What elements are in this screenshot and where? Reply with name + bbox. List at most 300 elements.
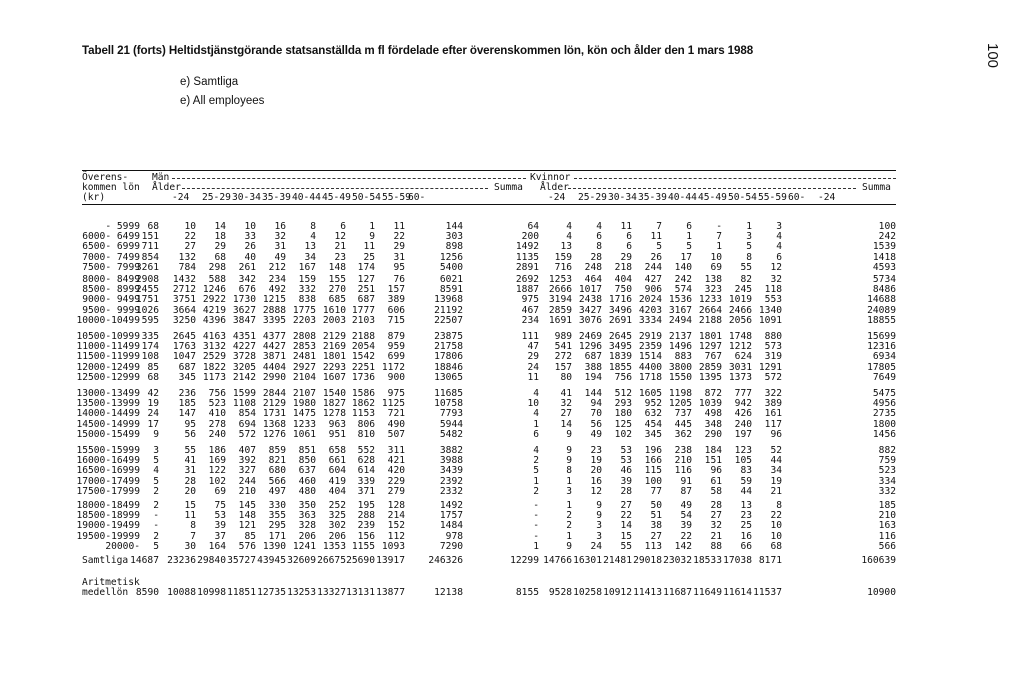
table-cell: 27 <box>650 530 662 542</box>
table-cell: 3 <box>746 231 752 243</box>
table-cell: 715 <box>387 314 405 326</box>
mean-cell: 10258 <box>573 587 602 598</box>
table-cell: 3988 <box>439 455 463 467</box>
table-cell: 278 <box>208 418 226 430</box>
table-cell: 350 <box>298 500 316 511</box>
table-cell: 11 <box>363 241 375 253</box>
table-cell: 184 <box>704 445 722 456</box>
age-header-men-1: 25-29 <box>202 192 231 203</box>
table-cell: 41 <box>184 455 196 467</box>
table-cell: 6 <box>340 221 346 232</box>
table-cell: 951 <box>328 428 346 440</box>
women-dash-line <box>574 178 896 179</box>
row-label: 9500- 9999 <box>82 304 140 316</box>
table-cell: 1108 <box>232 398 256 410</box>
table-cell: 174 <box>141 341 159 353</box>
table-cell: 32 <box>710 520 722 532</box>
table-cell: 523 <box>208 398 226 410</box>
table-cell: 2455 <box>135 284 159 296</box>
table-cell: 2469 <box>578 331 602 342</box>
table-cell: 242 <box>674 274 692 285</box>
table-cell: 56 <box>184 428 196 440</box>
table-cell: 29 <box>393 241 405 253</box>
totals-cell: 246326 <box>428 555 463 566</box>
table-cell: 4404 <box>262 361 286 373</box>
table-cell: 480 <box>298 485 316 497</box>
table-cell: 27 <box>560 408 572 420</box>
table-cell: 1 <box>533 540 539 552</box>
row-label: 17500-17999 <box>76 485 140 497</box>
table-cell: 963 <box>328 418 346 430</box>
age-header-men-4: 40-44 <box>292 192 321 203</box>
table-cell: 91 <box>680 475 692 487</box>
table-cell: 777 <box>734 388 752 399</box>
table-cell: 82 <box>740 274 752 285</box>
table-cell: 210 <box>674 455 692 467</box>
table-cell: 261 <box>238 261 256 273</box>
table-cell: 1241 <box>292 540 316 552</box>
table-cell: 95 <box>184 418 196 430</box>
table-cell: 24 <box>590 540 602 552</box>
table-cell: 12 <box>770 261 782 273</box>
table-cell: 171 <box>268 530 286 542</box>
mean-label-line1: Aritmetisk <box>82 577 140 588</box>
table-cell: - <box>533 500 539 511</box>
table-cell: 9 <box>566 455 572 467</box>
table-cell: 2438 <box>578 294 602 306</box>
table-cell: 512 <box>614 388 632 399</box>
table-cell: 687 <box>584 351 602 363</box>
table-cell: 3728 <box>232 351 256 363</box>
table-cell: 25 <box>363 251 375 263</box>
totals-cell: 25690 <box>346 555 375 566</box>
table-cell: 75 <box>214 500 226 511</box>
table-cell: 1980 <box>292 398 316 410</box>
table-cell: 16 <box>740 530 752 542</box>
table-cell: 23 <box>740 510 752 522</box>
table-cell: 3194 <box>548 294 572 306</box>
table-cell: 44 <box>770 455 782 467</box>
table-cell: 23 <box>590 445 602 456</box>
table-cell: 15 <box>184 500 196 511</box>
table-cell: 756 <box>614 371 632 383</box>
header-col1-line2: kommen lön <box>82 182 140 193</box>
table-cell: 959 <box>387 341 405 353</box>
table-cell: 4 <box>566 231 572 243</box>
table-cell: 1748 <box>728 331 752 342</box>
table-cell: 3205 <box>232 361 256 373</box>
table-cell: 2922 <box>202 294 226 306</box>
table-cell: 3847 <box>232 314 256 326</box>
table-cell: 116 <box>674 465 692 477</box>
table-cell: 18 <box>214 231 226 243</box>
table-cell: 628 <box>357 455 375 467</box>
table-cell: 4227 <box>232 341 256 353</box>
table-cell: 15699 <box>867 331 896 342</box>
table-cell: 113 <box>644 540 662 552</box>
table-cell: 15 <box>620 530 632 542</box>
age-header-men-7: 55-59 <box>382 192 411 203</box>
table-cell: 68 <box>770 540 782 552</box>
row-label: 12000-12499 <box>76 361 140 373</box>
table-cell: 1278 <box>322 408 346 420</box>
totals-cell: 43945 <box>257 555 286 566</box>
table-cell: 1 <box>746 221 752 232</box>
table-cell: 8 <box>596 241 602 253</box>
subtitle-english: e) All employees <box>180 95 265 107</box>
mean-cell: 10900 <box>867 587 896 598</box>
mean-cell: 10088 <box>167 587 196 598</box>
table-cell: 5944 <box>439 418 463 430</box>
table-cell: 50 <box>650 500 662 511</box>
table-cell: 2908 <box>135 274 159 285</box>
mean-cell: 13877 <box>376 587 405 598</box>
table-cell: 34 <box>304 251 316 263</box>
table-cell: 2 <box>153 485 159 497</box>
table-cell: 128 <box>387 500 405 511</box>
table-cell: 22 <box>184 231 196 243</box>
table-cell: 17 <box>680 251 692 263</box>
table-cell: 330 <box>268 500 286 511</box>
table-cell: 614 <box>357 465 375 477</box>
table-cell: 658 <box>328 445 346 456</box>
table-cell: 14 <box>214 221 226 232</box>
row-label: 8500- 8999 <box>82 284 140 296</box>
table-cell: 7 <box>716 231 722 243</box>
table-cell: 37 <box>214 530 226 542</box>
table-cell: 6934 <box>872 351 896 363</box>
table-cell: 28 <box>710 500 722 511</box>
table-cell: 7 <box>656 221 662 232</box>
table-cell: 6 <box>596 231 602 243</box>
table-cell: 34 <box>770 465 782 477</box>
table-cell: 23 <box>334 251 346 263</box>
table-cell: 1390 <box>262 540 286 552</box>
table-cell: 25 <box>740 520 752 532</box>
table-cell: 270 <box>328 284 346 296</box>
table-cell: 8 <box>776 500 782 511</box>
table-cell: 6 <box>626 231 632 243</box>
table-cell: 6 <box>626 241 632 253</box>
table-cell: 572 <box>764 371 782 383</box>
table-cell: 164 <box>208 540 226 552</box>
table-cell: 566 <box>878 540 896 552</box>
table-cell: - <box>533 520 539 532</box>
table-cell: 2 <box>153 530 159 542</box>
table-cell: 427 <box>644 274 662 285</box>
table-top-rule <box>82 170 896 171</box>
table-cell: 389 <box>387 294 405 306</box>
table-cell: 975 <box>387 388 405 399</box>
table-cell: 31 <box>184 465 196 477</box>
table-cell: 2853 <box>292 341 316 353</box>
table-cell: 54 <box>680 510 692 522</box>
table-cell: 22 <box>770 510 782 522</box>
mean-cell: 11851 <box>227 587 256 598</box>
table-cell: 1155 <box>351 540 375 552</box>
table-cell: 1093 <box>381 540 405 552</box>
age-header-women-5: 45-49 <box>698 192 727 203</box>
row-label: 18000-18499 <box>76 500 140 511</box>
row-label: 20000- <box>105 540 140 552</box>
table-cell: 17806 <box>434 351 463 363</box>
table-cell: 1763 <box>172 341 196 353</box>
age-header-women-8: 60- <box>788 192 806 203</box>
table-cell: 1205 <box>668 398 692 410</box>
table-cell: 339 <box>357 475 375 487</box>
table-cell: 371 <box>357 485 375 497</box>
table-cell: 1862 <box>351 398 375 410</box>
table-cell: 1540 <box>322 388 346 399</box>
table-cell: 3031 <box>728 361 752 373</box>
table-cell: 156 <box>357 530 375 542</box>
table-cell: 32 <box>560 398 572 410</box>
table-cell: 573 <box>764 341 782 353</box>
mean-cell: 13253 <box>287 587 316 598</box>
table-cell: 6021 <box>439 274 463 285</box>
mean-cell: 11614 <box>723 587 752 598</box>
table-cell: 1276 <box>262 428 286 440</box>
table-cell: 1353 <box>322 540 346 552</box>
table-cell: 5 <box>533 465 539 477</box>
table-cell: 53 <box>620 445 632 456</box>
table-cell: 2466 <box>728 304 752 316</box>
table-cell: 2 <box>533 455 539 467</box>
table-cell: 2142 <box>232 371 256 383</box>
table-cell: 4377 <box>262 331 286 342</box>
table-cell: 2 <box>533 485 539 497</box>
table-cell: 2712 <box>172 284 196 296</box>
table-cell: 196 <box>644 445 662 456</box>
table-cell: 53 <box>620 455 632 467</box>
table-cell: 5 <box>746 241 752 253</box>
table-cell: 498 <box>704 408 722 420</box>
table-cell: 39 <box>214 520 226 532</box>
table-cell: 345 <box>178 371 196 383</box>
table-cell: 1539 <box>872 241 896 253</box>
table-cell: 1736 <box>351 371 375 383</box>
table-cell: 1801 <box>322 351 346 363</box>
table-cell: 2054 <box>351 341 375 353</box>
table-cell: 19 <box>770 475 782 487</box>
row-label: 13500-13999 <box>76 398 140 410</box>
table-cell: 1373 <box>728 371 752 383</box>
totals-cell: 160639 <box>861 555 896 566</box>
table-cell: 3627 <box>232 304 256 316</box>
table-cell: 1827 <box>322 398 346 410</box>
table-cell: 3871 <box>262 351 286 363</box>
table-cell: 806 <box>357 418 375 430</box>
table-cell: 699 <box>387 351 405 363</box>
table-cell: 5 <box>153 540 159 552</box>
table-cell: - <box>153 510 159 522</box>
age-header-men-6: 50-54 <box>352 192 381 203</box>
header-men-age: Ålder <box>152 182 181 193</box>
table-cell: 1125 <box>381 398 405 410</box>
table-cell: 1801 <box>698 331 722 342</box>
table-cell: 883 <box>674 351 692 363</box>
table-cell: 332 <box>878 485 896 497</box>
table-cell: 122 <box>208 465 226 477</box>
totals-cell: 16301 <box>573 555 602 566</box>
table-cell: 239 <box>357 520 375 532</box>
table-cell: 574 <box>674 284 692 296</box>
table-cell: 2844 <box>262 388 286 399</box>
table-cell: 18855 <box>867 314 896 326</box>
table-cell: 4203 <box>638 304 662 316</box>
table-cell: 2024 <box>638 294 662 306</box>
table-cell: 11 <box>184 510 196 522</box>
table-cell: 2666 <box>548 284 572 296</box>
table-cell: 117 <box>764 418 782 430</box>
table-cell: 311 <box>387 445 405 456</box>
table-cell: 637 <box>298 465 316 477</box>
table-cell: 2103 <box>351 314 375 326</box>
table-cell: 5 <box>153 475 159 487</box>
table-cell: 76 <box>393 274 405 285</box>
table-cell: 2919 <box>638 331 662 342</box>
table-cell: 4 <box>153 465 159 477</box>
table-cell: 767 <box>704 351 722 363</box>
table-cell: 454 <box>644 418 662 430</box>
table-cell: 9 <box>566 445 572 456</box>
table-cell: 523 <box>878 465 896 477</box>
table-cell: 2494 <box>668 314 692 326</box>
table-cell: 3132 <box>202 341 226 353</box>
table-cell: 157 <box>554 361 572 373</box>
table-cell: 22 <box>680 530 692 542</box>
table-cell: 342 <box>238 274 256 285</box>
table-cell: 1855 <box>608 361 632 373</box>
table-cell: 3395 <box>262 314 286 326</box>
table-cell: 1047 <box>172 351 196 363</box>
table-cell: 33 <box>244 231 256 243</box>
table-cell: 102 <box>614 428 632 440</box>
mean-cell: 9528 <box>548 587 572 598</box>
table-cell: 687 <box>178 361 196 373</box>
table-cell: 102 <box>208 475 226 487</box>
table-cell: 185 <box>878 500 896 511</box>
totals-cell: 8171 <box>758 555 782 566</box>
table-cell: 1887 <box>515 284 539 296</box>
table-cell: 11 <box>393 221 405 232</box>
table-cell: 348 <box>704 418 722 430</box>
table-cell: 426 <box>734 408 752 420</box>
table-cell: 1368 <box>262 418 286 430</box>
mean-cell: 11687 <box>663 587 692 598</box>
table-cell: 1496 <box>668 341 692 353</box>
table-cell: 332 <box>298 284 316 296</box>
row-label: 16000-16499 <box>76 455 140 467</box>
table-cell: 989 <box>554 331 572 342</box>
table-cell: 42 <box>147 388 159 399</box>
totals-label: Samtliga <box>82 555 129 566</box>
table-cell: 148 <box>238 510 256 522</box>
table-cell: 4 <box>533 388 539 399</box>
table-cell: 492 <box>268 284 286 296</box>
table-cell: 5475 <box>872 388 896 399</box>
table-cell: 464 <box>584 274 602 285</box>
totals-cell: 18533 <box>693 555 722 566</box>
table-cell: 821 <box>268 455 286 467</box>
table-cell: 163 <box>878 520 896 532</box>
table-cell: 1456 <box>872 428 896 440</box>
table-cell: 942 <box>734 398 752 410</box>
table-cell: 363 <box>298 510 316 522</box>
table-cell: 14688 <box>867 294 896 306</box>
table-cell: 248 <box>584 261 602 273</box>
table-title: Tabell 21 (forts) Heltidstjänstgörande statsanställda m fl fördelade efter överenskommen lön, kön och ålder den 1 mars 1988 <box>82 44 754 57</box>
table-cell: 7290 <box>439 540 463 552</box>
header-women-age: Ålder <box>540 182 569 193</box>
table-cell: 169 <box>208 455 226 467</box>
mean-cell: 8155 <box>515 587 539 598</box>
table-cell: 28 <box>620 485 632 497</box>
table-cell: 10 <box>527 398 539 410</box>
table-cell: 4 <box>310 231 316 243</box>
table-cell: 566 <box>268 475 286 487</box>
table-cell: 3 <box>153 445 159 456</box>
table-cell: 1822 <box>202 361 226 373</box>
table-cell: 2203 <box>292 314 316 326</box>
row-label: 14000-14499 <box>76 408 140 420</box>
table-cell: 144 <box>445 221 463 232</box>
table-cell: 302 <box>328 520 346 532</box>
table-cell: 328 <box>298 520 316 532</box>
mean-cell: 11537 <box>753 587 782 598</box>
table-cell: 12 <box>590 485 602 497</box>
row-label: 8000- 8499 <box>82 274 140 285</box>
table-cell: 2645 <box>608 331 632 342</box>
table-cell: 694 <box>238 418 256 430</box>
table-cell: 327 <box>238 465 256 477</box>
table-cell: 21192 <box>434 304 463 316</box>
totals-cell: 21481 <box>603 555 632 566</box>
page-number: 100 <box>984 43 1001 69</box>
table-cell: 4593 <box>872 261 896 273</box>
row-label: 19500-19999 <box>76 530 140 542</box>
table-cell: 293 <box>614 398 632 410</box>
table-cell: 1017 <box>578 284 602 296</box>
table-cell: 2293 <box>322 361 346 373</box>
table-cell: 5 <box>656 241 662 253</box>
table-cell: 392 <box>238 455 256 467</box>
table-cell: 2107 <box>292 388 316 399</box>
table-cell: 24 <box>147 408 159 420</box>
table-cell: 16 <box>274 221 286 232</box>
table-cell: 9 <box>596 510 602 522</box>
table-cell: 572 <box>238 428 256 440</box>
table-cell: 41 <box>560 388 572 399</box>
table-cell: 66 <box>740 540 752 552</box>
table-cell: 13 <box>740 500 752 511</box>
table-cell: 245 <box>734 284 752 296</box>
table-cell: 1 <box>716 241 722 253</box>
table-cell: 319 <box>764 351 782 363</box>
table-cell: 8 <box>566 465 572 477</box>
table-cell: 1730 <box>232 294 256 306</box>
table-cell: 3250 <box>172 314 196 326</box>
table-cell: 2888 <box>262 304 286 316</box>
mean-cell: 12138 <box>434 587 463 598</box>
table-cell: 1256 <box>439 251 463 263</box>
table-cell: 159 <box>554 251 572 263</box>
table-cell: 3800 <box>668 361 692 373</box>
table-cell: 2003 <box>322 314 346 326</box>
table-cell: 8591 <box>439 284 463 296</box>
table-cell: 325 <box>328 510 346 522</box>
table-cell: 24089 <box>867 304 896 316</box>
